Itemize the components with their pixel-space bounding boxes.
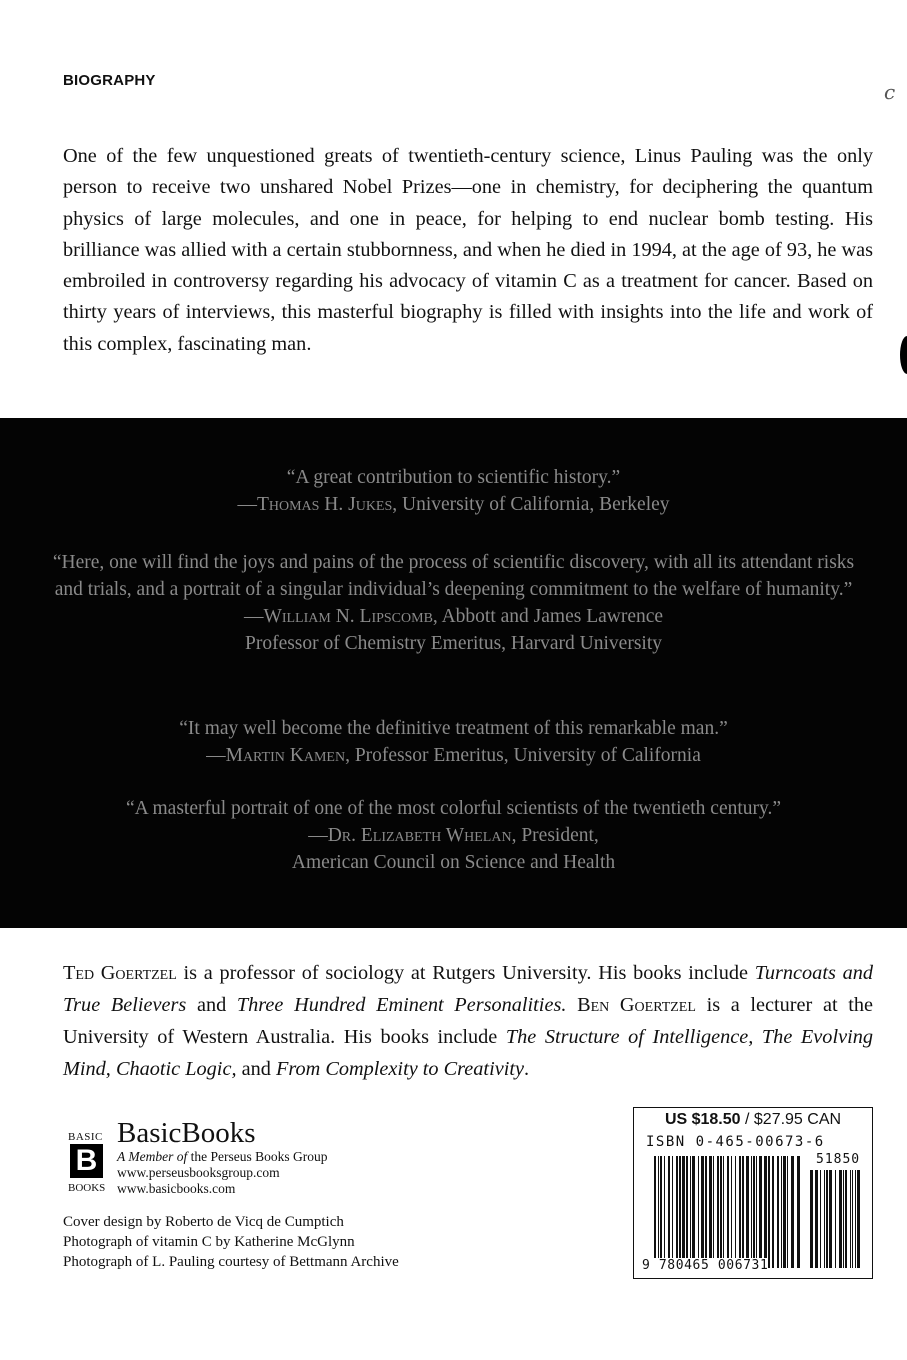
barcode-bar [709, 1156, 712, 1268]
barcode-bar [698, 1156, 699, 1268]
book-title: Three Hundred Eminent Personalities. [236, 994, 567, 1016]
barcode-bar [686, 1156, 688, 1268]
author-bio-text: is a lecturer at the University of Western Australia. His books include [63, 994, 874, 1048]
barcode-bar [826, 1170, 828, 1268]
barcode-bar [690, 1156, 691, 1268]
barcode-bar [727, 1156, 729, 1268]
publisher-url-1: www.perseusbooksgroup.com [117, 1165, 280, 1180]
publisher-logo [68, 1125, 114, 1195]
barcode-bar [829, 1170, 832, 1268]
author-bio-text: and [186, 994, 237, 1016]
barcode-bar [759, 1156, 762, 1268]
quote-affiliation-line2: American Council on Science and Health [291, 852, 616, 873]
barcode-bar [768, 1156, 770, 1268]
barcode-bar [764, 1156, 767, 1268]
barcode-bar [660, 1156, 662, 1268]
barcode-bar [852, 1170, 853, 1268]
barcode-bar [781, 1156, 782, 1268]
price-separator: / [740, 1111, 754, 1128]
quote-attribution [0, 491, 907, 518]
price-can: $27.95 CAN [753, 1111, 842, 1128]
isbn-text: ISBN 0-465-00673-6 [646, 1134, 825, 1150]
quote-affiliation: , President, [511, 825, 599, 846]
barcode-bar [717, 1156, 719, 1268]
ean-number: 9 780465 006731 [642, 1258, 769, 1273]
publisher-name: BasicBooks [117, 1117, 256, 1149]
book-title: Turncoats and True Believers [63, 962, 873, 1016]
barcode-bar [777, 1156, 779, 1268]
barcode-bar [824, 1170, 825, 1268]
price-us: US $18.50 [664, 1111, 741, 1128]
barcode-icon [634, 1108, 872, 1278]
quote-text: “A great contribution to scientific history.” [286, 467, 621, 488]
barcode-bar [797, 1156, 800, 1268]
barcode-bar [664, 1156, 665, 1268]
author-bios [63, 957, 873, 1085]
publisher-url-2: www.basicbooks.com [117, 1181, 236, 1196]
quote-attribution [0, 822, 907, 849]
barcode-bar [713, 1156, 714, 1268]
author-bio-text: is a professor of sociology at Rutgers University. His books include [176, 962, 755, 984]
barcode-bar [753, 1156, 755, 1268]
member-text: the [190, 1149, 208, 1164]
author-bio-text: . [523, 1058, 530, 1080]
addon-number: 51850 [816, 1152, 861, 1167]
quote-attribution [0, 742, 907, 769]
book-title: From Complexity to Creativity [275, 1058, 524, 1080]
quote-author: —Martin Kamen [206, 745, 346, 766]
barcode-bar [855, 1170, 856, 1268]
quote-text: “Here, one will find the joys and pains of the process of scientific discovery, with all its attendant risks and trials, and a portrait of a singular individual’s deepening commitment to the welfare of humanity.” [52, 552, 855, 600]
barcode-bar [820, 1170, 821, 1268]
logo-text-top: BASIC [68, 1131, 103, 1143]
publisher-member [117, 1149, 328, 1165]
barcode-bar [658, 1156, 659, 1268]
barcode-bar [679, 1156, 681, 1268]
barcode-bar [705, 1156, 707, 1268]
barcode-bar [682, 1156, 685, 1268]
barcode-bar [791, 1156, 794, 1268]
quote-3 [0, 715, 907, 769]
book-blurb: One of the few unquestioned greats of twentieth-century science, Linus Pauling was the only person to receive two unshared Nobel Prizes—one in chemistry, for deciphering the quantum physics of large molecules, and one in peace, for helping to end nuclear bomb testing. His brilliance was allied with a certain stubbornness, and when he died in 1994, at the age of 93, he was embroiled in controversy regarding his advocacy of vitamin C as a treatment for cancer. Based on thirty years of interviews, this masterful biography is filled with insights into the life and work of this complex, fascinating man. [63, 145, 873, 355]
barcode-bar [701, 1156, 704, 1268]
category-label: BIOGRAPHY [63, 72, 156, 89]
barcode-bar [839, 1170, 842, 1268]
quote-4 [0, 795, 907, 876]
quote-1 [0, 464, 907, 518]
quote-affiliation: , Abbott and James Lawrence [432, 606, 664, 627]
cover-credits [63, 1212, 399, 1272]
edge-mark [900, 336, 907, 374]
barcode-bar [845, 1170, 847, 1268]
credit-line: Photograph of L. Pauling courtesy of Bettmann Archive [63, 1254, 399, 1270]
barcode-bar [676, 1156, 678, 1268]
barcode-bar [751, 1156, 752, 1268]
quote-affiliation: , Professor Emeritus, University of California [345, 745, 701, 766]
member-text: Perseus Books Group [207, 1149, 328, 1164]
barcode-bar [672, 1156, 673, 1268]
member-text: A Member of [117, 1149, 191, 1164]
barcode-bar [746, 1156, 749, 1268]
book-title: The Structure of Intelligence, The Evolving Mind, Chaotic Logic, [63, 1026, 873, 1080]
quotes-panel [0, 418, 907, 928]
credit-line: Photograph of vitamin C by Katherine McGlynn [63, 1234, 355, 1250]
barcode-bar [815, 1170, 818, 1268]
barcode-bar [742, 1156, 744, 1268]
barcode-bar [720, 1156, 722, 1268]
barcode-bar [857, 1170, 860, 1268]
barcode-bar [850, 1170, 851, 1268]
logo-text-bottom: BOOKS [68, 1182, 106, 1194]
quote-attribution [46, 603, 861, 630]
author-bio-text [566, 994, 577, 1016]
barcode-bar [756, 1156, 757, 1268]
barcode-bar [739, 1156, 741, 1268]
barcode-bar [735, 1156, 736, 1268]
barcode-bar [772, 1156, 774, 1268]
quote-text: “It may well become the definitive treatment of this remarkable man.” [179, 718, 728, 739]
author-name-1: Ted Goertzel [63, 962, 177, 984]
barcode-bar [731, 1156, 732, 1268]
quote-2 [0, 549, 907, 657]
author-name-2: Ben Goertzel [577, 994, 696, 1016]
barcode-bar [843, 1170, 844, 1268]
barcode-bar [692, 1156, 695, 1268]
publisher-info [117, 1117, 328, 1197]
logo-b-icon: B [70, 1144, 103, 1178]
barcode-bar [810, 1170, 813, 1268]
quote-affiliation-line2: Professor of Chemistry Emeritus, Harvard University [244, 633, 662, 654]
author-bio-text: and [236, 1058, 276, 1080]
quote-author: —William N. Lipscomb [243, 606, 433, 627]
barcode-bar [668, 1156, 670, 1268]
barcode-bar [835, 1170, 836, 1268]
barcode-box [633, 1107, 873, 1279]
barcode-bar [787, 1156, 788, 1268]
handwritten-mark: c [884, 80, 896, 104]
quote-author: —Dr. Elizabeth Whelan [308, 825, 512, 846]
barcode-bar [654, 1156, 656, 1268]
barcode-bar [723, 1156, 724, 1268]
quote-text: “A masterful portrait of one of the most colorful scientists of the twentieth century.” [125, 798, 782, 819]
barcode-bar [783, 1156, 786, 1268]
credit-line: Cover design by Roberto de Vicq de Cumptich [63, 1214, 344, 1230]
quote-affiliation: , University of California, Berkeley [392, 494, 670, 515]
quote-author: —Thomas H. Jukes [237, 494, 393, 515]
